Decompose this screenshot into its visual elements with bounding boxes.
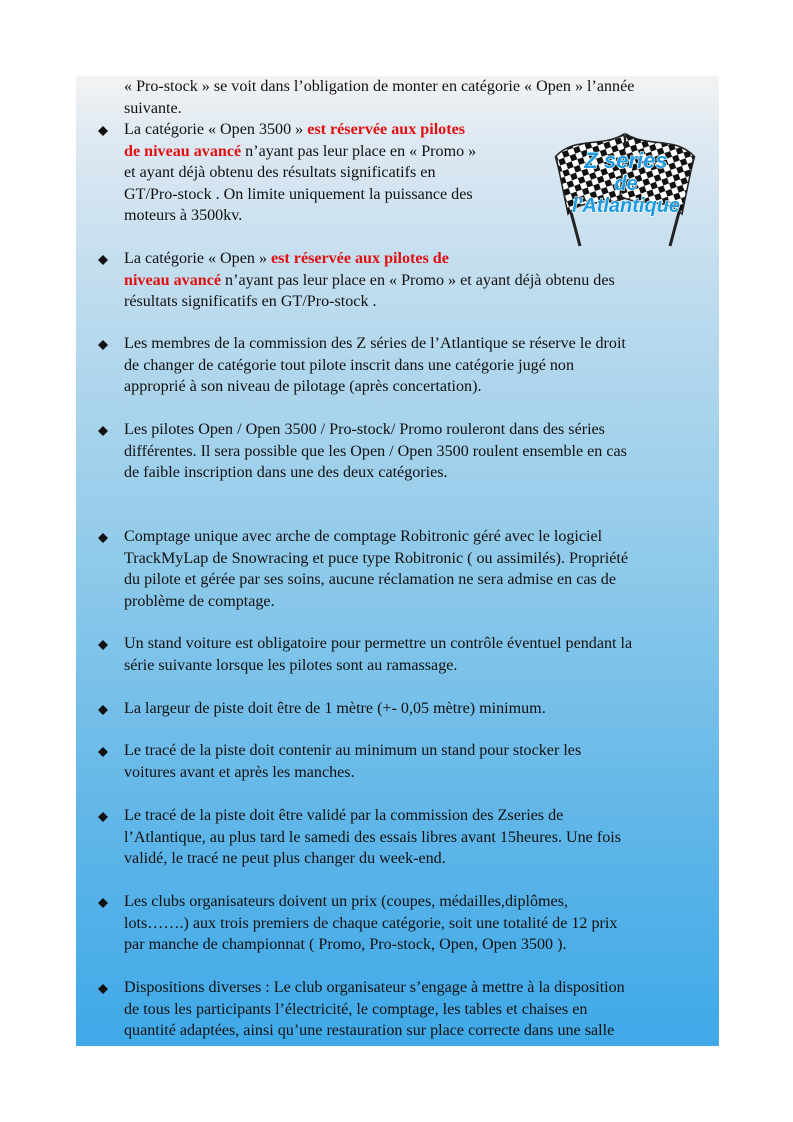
open3500-line2: de niveau avancé n’ayant pas leur place en « Promo » xyxy=(124,143,477,160)
prix-line: par manche de championnat ( Promo, Pro-stock, Open, Open 3500 ). xyxy=(124,936,567,953)
diamond-bullet-icon xyxy=(98,255,108,265)
prix-line: Les clubs organisateurs doivent un prix (coupes, médailles,diplômes, xyxy=(124,893,568,910)
trace-stand-line: voitures avant et après les manches. xyxy=(124,764,355,781)
open-line1: La catégorie « Open » est réservée aux pilotes de xyxy=(124,250,449,267)
series-line: différentes. Il sera possible que les Open / Open 3500 roulent ensemble en cas xyxy=(124,443,627,460)
logo-line3: l'Atlantique xyxy=(571,195,681,217)
dispositions-line: quantité adaptées, ainsi qu’une restauration sur place correcte dans une salle xyxy=(124,1022,615,1039)
open3500-line5: moteurs à 3500kv. xyxy=(124,207,243,224)
open-line2: niveau avancé n’ayant pas leur place en « Promo » et ayant déjà obtenu des xyxy=(124,272,615,289)
trace-valide-line: Le tracé de la piste doit être validé par la commission des Zseries de xyxy=(124,807,564,824)
diamond-bullet-icon xyxy=(98,340,108,350)
open3500-line1: La catégorie « Open 3500 » est réservée aux pilotes xyxy=(124,121,465,138)
dispositions-line: Dispositions diverses : Le club organisateur s’engage à mettre à la disposition xyxy=(124,979,625,996)
stand-voiture-line: série suivante lorsque les pilotes sont au ramassage. xyxy=(124,657,458,674)
trace-stand-line: Le tracé de la piste doit contenir au minimum un stand pour stocker les xyxy=(124,742,582,759)
diamond-bullet-icon xyxy=(98,533,108,543)
intro-line: « Pro-stock » se voit dans l’obligation de monter en catégorie « Open » l’année xyxy=(124,78,635,95)
diamond-bullet-icon xyxy=(98,898,108,908)
largeur-line: La largeur de piste doit être de 1 mètre (+- 0,05 mètre) minimum. xyxy=(124,700,546,717)
zseries-atlantique-logo xyxy=(546,126,704,250)
intro-line: suivante. xyxy=(124,100,182,117)
commission-line: Les membres de la commission des Z séries de l’Atlantique se réserve le droit xyxy=(124,335,626,352)
diamond-bullet-icon xyxy=(98,812,108,822)
commission-line: de changer de catégorie tout pilote inscrit dans une catégorie jugé non xyxy=(124,357,575,374)
series-line: de faible inscription dans une des deux catégories. xyxy=(124,464,448,481)
trace-valide-line: l’Atlantique, au plus tard le samedi des essais libres avant 15heures. Une fois xyxy=(124,829,621,846)
open3500-line3: et ayant déjà obtenu des résultats significatifs en xyxy=(124,164,436,181)
prix-line: lots…….) aux trois premiers de chaque catégorie, soit une totalité de 12 prix xyxy=(124,915,618,932)
commission-line: approprié à son niveau de pilotage (après concertation). xyxy=(124,378,482,395)
dispositions-line: de tous les participants l’électricité, le comptage, les tables et chaises en xyxy=(124,1001,588,1018)
trace-valide-line: validé, le tracé ne peut plus changer du week-end. xyxy=(124,850,446,867)
stand-voiture-line: Un stand voiture est obligatoire pour permettre un contrôle éventuel pendant la xyxy=(124,635,633,652)
logo-line1: Z series xyxy=(584,148,668,173)
logo-line2: de xyxy=(614,173,638,195)
diamond-bullet-icon xyxy=(98,126,108,136)
comptage-line: TrackMyLap de Snowracing et puce type Robitronic ( ou assimilés). Propriété xyxy=(124,550,629,567)
comptage-line: problème de comptage. xyxy=(124,593,275,610)
diamond-bullet-icon xyxy=(98,640,108,650)
open3500-line4: GT/Pro-stock . On limite uniquement la puissance des xyxy=(124,186,473,203)
diamond-bullet-icon xyxy=(98,705,108,715)
comptage-line: du pilote et gérée par ses soins, aucune réclamation ne sera admise en cas de xyxy=(124,571,616,588)
diamond-bullet-icon xyxy=(98,426,108,436)
diamond-bullet-icon xyxy=(98,984,108,994)
diamond-bullet-icon xyxy=(98,747,108,757)
series-line: Les pilotes Open / Open 3500 / Pro-stock/ Promo rouleront dans des séries xyxy=(124,421,605,438)
open-line3: résultats significatifs en GT/Pro-stock . xyxy=(124,293,377,310)
comptage-line: Comptage unique avec arche de comptage Robitronic géré avec le logiciel xyxy=(124,528,603,545)
